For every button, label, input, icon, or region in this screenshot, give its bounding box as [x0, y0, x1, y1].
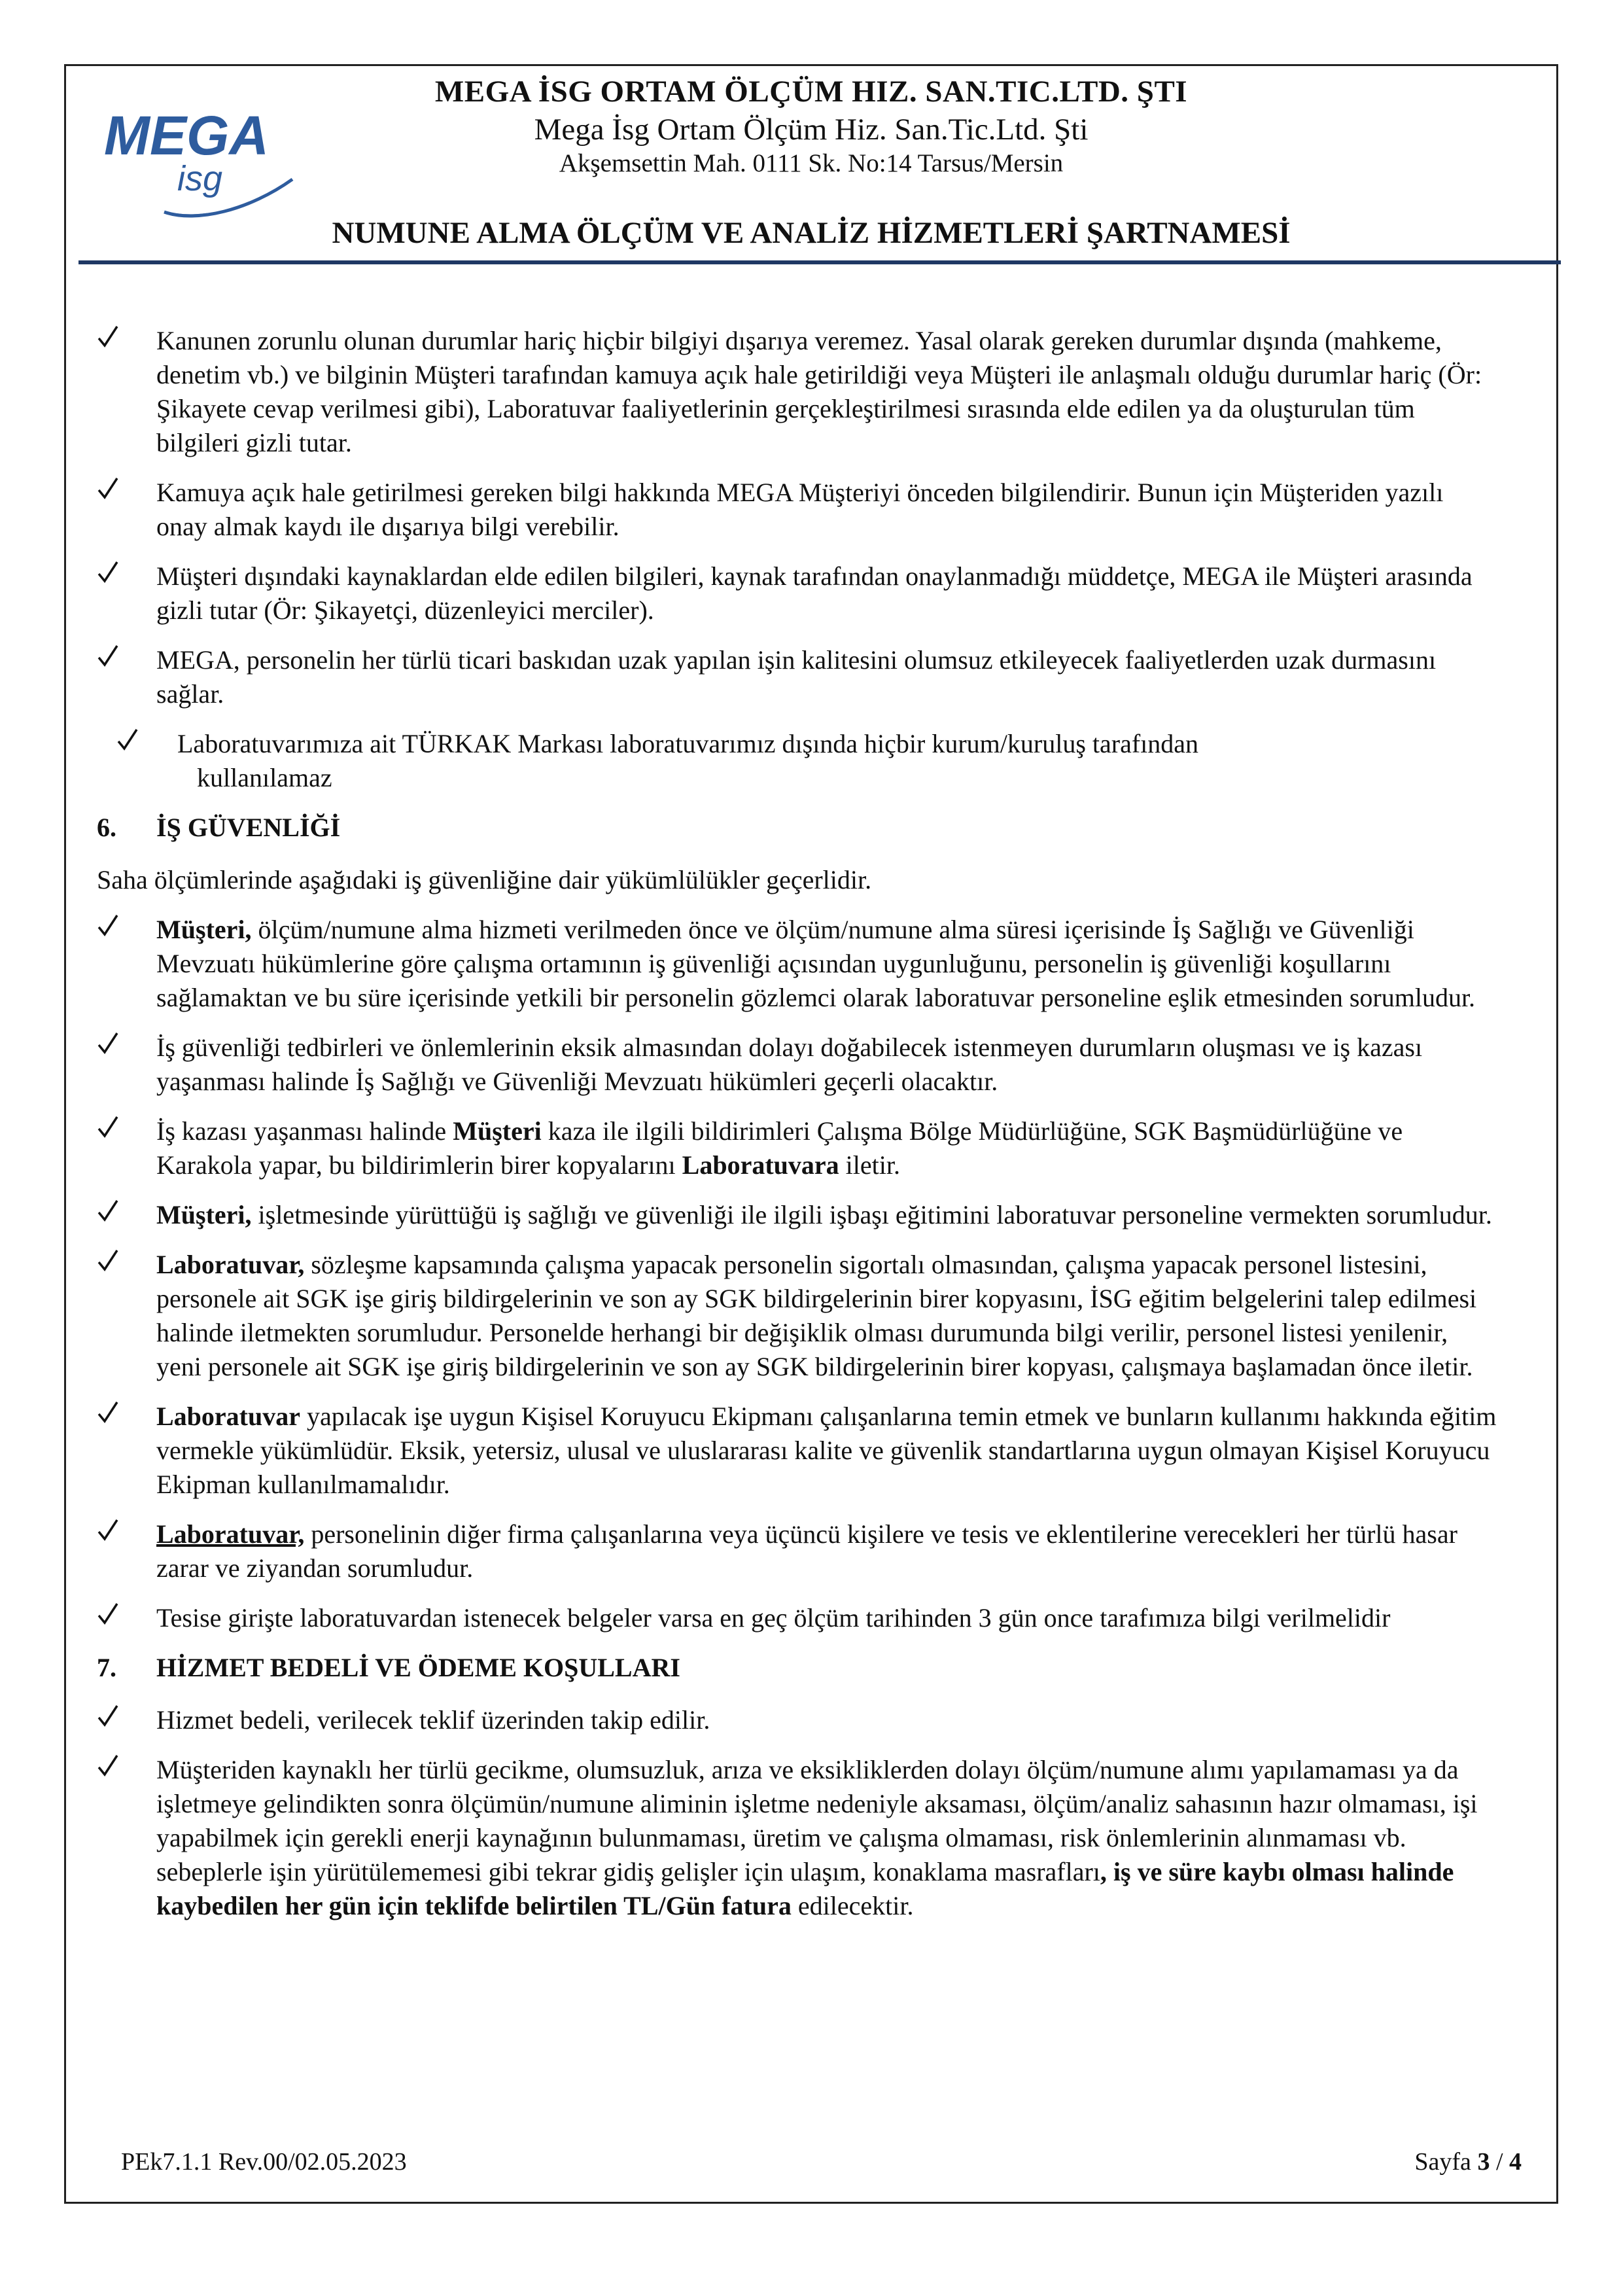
list-item-text: Kamuya açık hale getirilmesi gereken bilgi hakkında MEGA Müşteriyi önceden bilgilendirir. Bunun için Müşteriden yazılı onay almak kaydı ile dışarıya bilgi verebilir. — [156, 478, 1444, 541]
page-label: Sayfa — [1414, 2148, 1471, 2176]
document-body — [97, 324, 1497, 1939]
list-item-turkak — [97, 727, 1497, 795]
page-current: 3 — [1477, 2148, 1490, 2176]
list-item — [97, 1031, 1497, 1099]
checkmark-icon — [116, 727, 139, 753]
company-address: Akşemsettin Mah. 0111 Sk. No:14 Tarsus/Mersin — [559, 149, 1064, 177]
section-heading — [97, 811, 1497, 845]
list-item-text: İş güvenliği tedbirleri ve önlemlerinin eksik almasından dolayı doğabilecek istenmeyen durumların oluşması ve iş kazası yaşanması halinde İş Sağlığı ve Güvenliği Mevzuatı hükümleri geçerli olacaktır. — [156, 1033, 1423, 1096]
section-intro: Saha ölçümlerinde aşağıdaki iş güvenliğine dair yükümlülükler geçerlidir. — [97, 865, 872, 894]
list-item-text: Laboratuvarımıza ait TÜRKAK Markası laboratuvarımız dışında hiçbir kurum/kuruluş tarafından — [177, 729, 1199, 758]
list-item-text: İş kazası yaşanması halinde — [156, 1116, 453, 1146]
list-item-text: MEGA, personelin her türlü ticari baskıdan uzak yapılan işin kalitesini olumsuz etkileyecek faaliyetlerden uzak durmasını sağlar. — [156, 645, 1437, 709]
svg-text:MEGA: MEGA — [104, 105, 269, 166]
list-item — [97, 1517, 1497, 1585]
list-item-text: Müşteri dışındaki kaynaklardan elde edilen bilgileri, kaynak tarafından onaylanmadığı müddetçe, MEGA ile Müşteri arasında gizli tutar (Ör: Şikayetçi, düzenleyici merciler). — [156, 561, 1473, 625]
list-item — [97, 1248, 1497, 1384]
checkmark-icon — [97, 1114, 119, 1140]
bold-term: Laboratuvara — [682, 1150, 839, 1180]
bold-term: Laboratuvar, — [156, 1250, 305, 1279]
document-header — [66, 66, 1556, 262]
list-item-text: Tesise girişte laboratuvardan istenecek belgeler varsa en geç ölçüm tarihinden 3 gün once tarafımıza bilgi verilmelidir — [156, 1603, 1391, 1633]
list-item-text: yapılacak işe uygun Kişisel Koruyucu Ekipmanı çalışanlarına temin etmek ve bunların kullanımı hakkında eğitim vermekle yükümlüdür. Eksik, yetersiz, ulusal ve uluslararası kalite ve güvenlik standartlarına uygun olmayan Kişisel Koruyucu Ekipman kullanılmamalıdır. — [156, 1402, 1497, 1499]
list-item-text: Hizmet bedeli, verilecek teklif üzerinden takip edilir. — [156, 1705, 710, 1735]
checkmark-icon — [97, 559, 119, 586]
company-name-bold: MEGA İSG ORTAM ÖLÇÜM HIZ. SAN.TIC.LTD. ŞTI — [434, 75, 1188, 109]
list-item-text: Müşteriden kaynaklı her türlü gecikme, olumsuzluk, arıza ve eksikliklerden dolayı ölçüm/numune alımı yapılamaması ya da işletmeye gelindikten sonra ölçümün/numune aliminin işletme nedeniyle aksaması, ölçüm/analiz sahasının hazır olmaması, işi yapabilmek için gerekli enerji kaynağının bulunmaması, üretim ve çalışma olmaması, risk önlemlerinin alınmaması vb. sebeplerle işin yürütülememesi gibi tekrar gidiş gelişler için ulaşım, konaklama masrafları — [156, 1755, 1478, 1886]
checkmark-icon — [97, 324, 119, 350]
checkmark-icon — [97, 476, 119, 502]
section-number: 6. — [97, 813, 116, 842]
document-title: NUMUNE ALMA ÖLÇÜM VE ANALİZ HİZMETLERİ ŞARTNAMESİ — [332, 216, 1291, 250]
list-item — [97, 324, 1497, 460]
list-item-text: Kanunen zorunlu olunan durumlar hariç hiçbir bilgiyi dışarıya veremez. Yasal olarak gereken durumlar dışında (mahkeme, denetim vb.) ve bilginin Müşteri tarafından kamuya açık hale getirildiği veya Müşteri ile anlaşmalı olduğu durumlar hariç (Ör: Şikayete cevap verilmesi gibi), Laboratuvar faaliyetlerinin gerçekleştirilmesi sırasında elde edilen ya da oluşturulan tüm bilgileri gizli tutar. — [156, 326, 1482, 457]
page-separator: / — [1490, 2148, 1509, 2176]
section-heading — [97, 1651, 1497, 1685]
section-title: HİZMET BEDELİ VE ÖDEME KOŞULLARI — [156, 1653, 680, 1682]
checkmark-icon — [97, 1198, 119, 1224]
checkmark-icon — [97, 1601, 119, 1627]
list-item — [97, 643, 1497, 711]
list-item-text: edilecektir. — [791, 1891, 914, 1920]
page-total: 4 — [1509, 2148, 1522, 2176]
list-item — [97, 559, 1497, 627]
header-divider — [79, 260, 1561, 264]
list-item — [97, 1198, 1497, 1232]
list-item — [97, 1703, 1497, 1737]
list-item — [97, 1400, 1497, 1502]
list-item-text: kaza ile ilgili bildirimleri Çalışma Bölge Müdürlüğüne, SGK Başmüdürlüğüne ve Karakola yapar, bu bildirimlerin birer kopyalarını — [156, 1116, 1403, 1180]
list-item — [97, 1601, 1497, 1635]
section-title: İŞ GÜVENLİĞİ — [156, 813, 341, 842]
list-item — [97, 1114, 1497, 1182]
list-item — [97, 476, 1497, 544]
list-item-text: iletir. — [839, 1150, 900, 1180]
svg-text:isg: isg — [177, 159, 223, 198]
bold-term: Müşteri, — [156, 1200, 252, 1229]
bold-term: Laboratuvar — [156, 1402, 300, 1431]
checkmark-icon — [97, 1753, 119, 1779]
page-number — [1414, 2147, 1522, 2176]
checkmark-icon — [97, 913, 119, 939]
checkmark-icon — [97, 1031, 119, 1057]
checkmark-icon — [97, 1400, 119, 1426]
list-item-text: sözleşme kapsamında çalışma yapacak personelin sigortalı olmasından, çalışma yapacak personel listesini, personele ait SGK işe giriş bildirgelerinin ve son ay SGK bildirgelerinin birer kopyasını, İSG eğitim belgelerini talep edilmesi halinde iletmekten sorumludur. Personelde herhangi bir değişiklik olması durumunda bilgi verilir, personel listesi yenilenir, yeni personele ait SGK işe giriş bildirgelerinin ve son ay SGK bildirgelerinin birer kopyası, çalışmaya başlamadan önce iletir. — [156, 1250, 1477, 1381]
bold-text: , iş ve süre kaybı olması halinde kaybedilen her gün için teklifde belirtilen TL/Gün fatura — [156, 1857, 1454, 1920]
list-item — [97, 913, 1497, 1015]
company-name: Mega İsg Ortam Ölçüm Hiz. San.Tic.Ltd. Şti — [534, 113, 1089, 147]
bold-term: Müşteri — [453, 1116, 542, 1146]
bold-underlined-term: Laboratuvar, — [156, 1519, 305, 1549]
checkmark-icon — [97, 643, 119, 669]
document-code: PEk7.1.1 Rev.00/02.05.2023 — [121, 2148, 407, 2176]
checkmark-icon — [97, 1517, 119, 1544]
list-item — [97, 1753, 1497, 1923]
list-item-text: kullanılamaz — [197, 763, 332, 792]
section-number: 7. — [97, 1653, 116, 1682]
list-item-text: işletmesinde yürüttüğü iş sağlığı ve güvenliği ile ilgili işbaşı eğitimini laboratuvar personeline vermekten sorumludur. — [251, 1200, 1492, 1229]
list-item-text: personelinin diğer firma çalışanlarına veya üçüncü kişilere ve tesis ve eklentilerine verecekleri her türlü hasar zarar ve ziyandan sorumludur. — [156, 1519, 1457, 1583]
list-item-text: ölçüm/numune alma hizmeti verilmeden önce ve ölçüm/numune alma süresi içerisinde İş Sağlığı ve Güvenliği Mevzuatı hükümlerine göre çalışma ortamının iş güvenliği açısından uygunluğunu, personelin iş güvenliği koşullarını sağlamaktan ve bu süre içerisinde yetkili bir personelin gözlemci olarak laboratuvar personeline eşlik etmesinden sorumludur. — [156, 915, 1476, 1012]
checkmark-icon — [97, 1248, 119, 1274]
bold-term: Müşteri, — [156, 915, 252, 944]
checkmark-icon — [97, 1703, 119, 1729]
